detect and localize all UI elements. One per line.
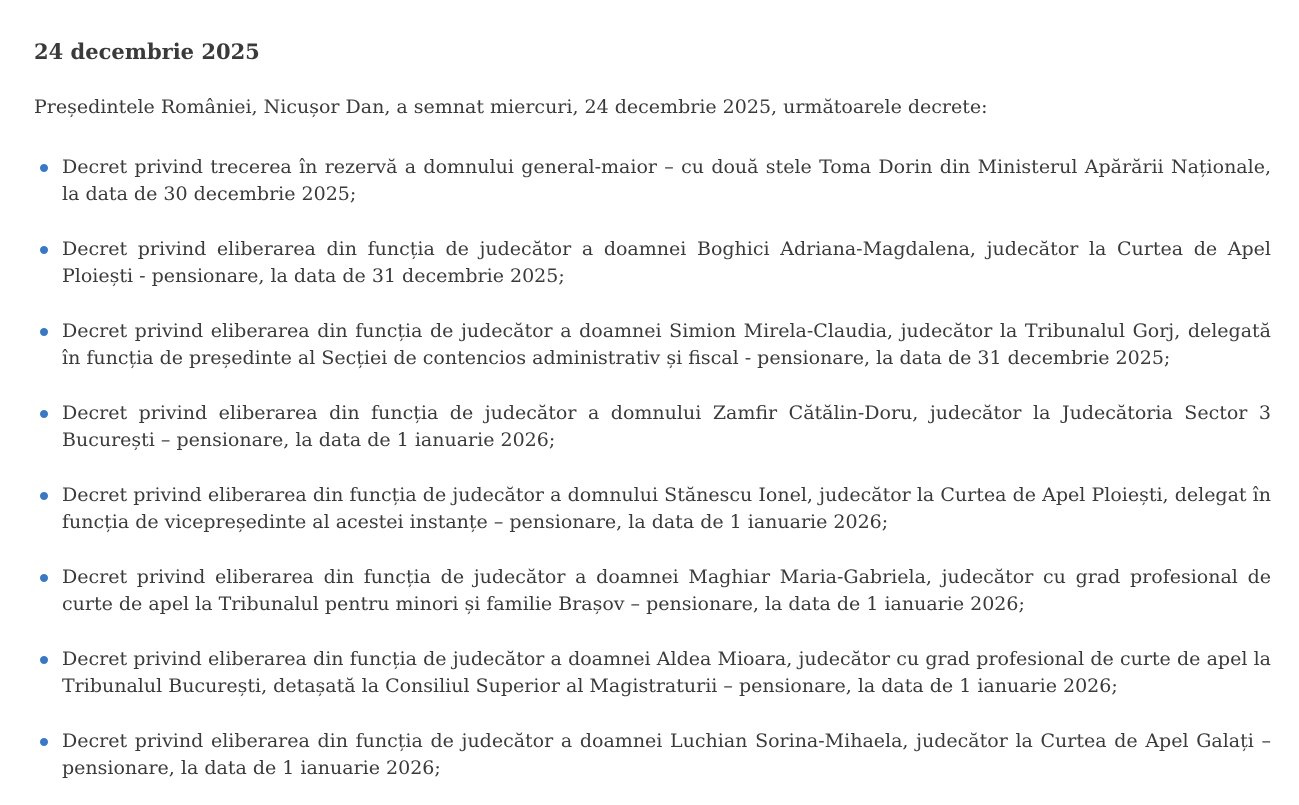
- bullet-icon: [40, 246, 48, 254]
- decree-item: [34, 482, 1271, 536]
- bullet-icon: [40, 410, 48, 418]
- bullet-icon: [40, 328, 48, 336]
- decree-item: [34, 236, 1271, 290]
- decree-item: [34, 318, 1271, 372]
- decree-item: [34, 646, 1271, 700]
- decree-item: [34, 564, 1271, 618]
- bullet-icon: [40, 164, 48, 172]
- decree-item: [34, 154, 1271, 208]
- decree-list: [34, 154, 1271, 782]
- decree-item: [34, 728, 1271, 782]
- decree-item: [34, 400, 1271, 454]
- article-intro: Președintele României, Nicușor Dan, a semnat miercuri, 24 decembrie 2025, următoarele decrete:: [34, 96, 988, 118]
- bullet-icon: [40, 574, 48, 582]
- bullet-icon: [40, 656, 48, 664]
- decree-text: Decret privind eliberarea din funcția de judecător a doamnei Simion Mirela-Claudia, judecător la Tribunalul Gorj, delegată în funcția de președinte al Secției de contencios administrativ și fiscal - pensionare, la data de 31 decembrie 2025;: [62, 320, 1271, 369]
- decree-text: Decret privind eliberarea din funcția de judecător a doamnei Maghiar Maria-Gabriela, judecător cu grad profesional de curte de apel la Tribunalul pentru minori și familie Brașov – pensionare, la data de 1 ianuarie 2026;: [62, 566, 1271, 615]
- decree-text: Decret privind trecerea în rezervă a domnului general-maior – cu două stele Toma Dorin din Ministerul Apărării Naționale, la data de 30 decembrie 2025;: [62, 156, 1271, 205]
- decree-text: Decret privind eliberarea din funcția de judecător a domnului Stănescu Ionel, judecător la Curtea de Apel Ploiești, delegat în funcția de vicepreședinte al acestei instanțe – pensionare, la data de 1 ianuarie 2026;: [62, 484, 1271, 533]
- article-date-heading: 24 decembrie 2025: [34, 39, 260, 64]
- bullet-icon: [40, 492, 48, 500]
- decree-text: Decret privind eliberarea din funcția de judecător a doamnei Luchian Sorina-Mihaela, judecător la Curtea de Apel Galați – pensionare, la data de 1 ianuarie 2026;: [62, 730, 1271, 779]
- decree-text: Decret privind eliberarea din funcția de judecător a domnului Zamfir Cătălin-Doru, judecător la Judecătoria Sector 3 București – pensionare, la data de 1 ianuarie 2026;: [62, 402, 1271, 451]
- decree-text: Decret privind eliberarea din funcția de judecător a doamnei Boghici Adriana-Magdalena, judecător la Curtea de Apel Ploiești - pensionare, la data de 31 decembrie 2025;: [62, 238, 1271, 287]
- decree-text: Decret privind eliberarea din funcția de judecător a doamnei Aldea Mioara, judecător cu grad profesional de curte de apel la Tribunalul București, detașată la Consiliul Superior al Magistraturii – pensionare, la data de 1 ianuarie 2026;: [62, 648, 1271, 697]
- bullet-icon: [40, 738, 48, 746]
